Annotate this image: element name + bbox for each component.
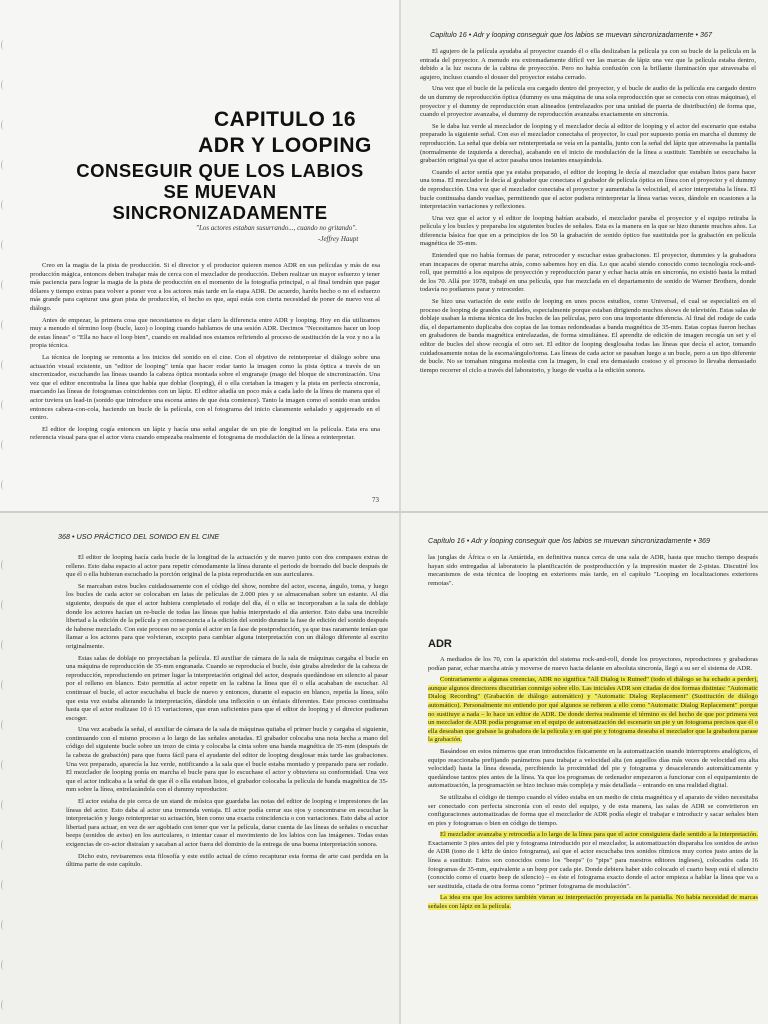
paragraph: Una vez que el bucle de la película era cargado dentro del proyector, y el bucle de audio de la película era cargado dentro de un dummy de reproducción óptica (dummy es una máquina de una sola reproducción que se conecta con otras máquinas), el proyector y el dummy de reproducción eran alineados (entrelazados por una unidad de puerta de distribución) de forma que, cuando el proyector avanzaba, el dummy de reproducción avanzaba exactamente en sincronía. [420,85,756,119]
running-header: Capítulo 16 • Adr y looping conseguir que los labios se muevan sincronizadamente • 367 [430,30,713,39]
paragraph: El actor estaba de pie cerca de un stand de música que guardaba las notas del editor de looping e impresiones de las líneas del actor. Esto daba al actor una tremenda ventaja. El actor podía cerrar sus ojos y concentrarse en escuchar la interpretación y luego reinterpretar su actuación, bien como una exacta coincidencia o con variaciones. Esto daba al actor libertad para actuar, en vez de ser agobiado con tener que ver la película, darse cuenta de las líneas de señales o escuchar beeps (sonidos de aviso) en los auriculares, o intentar casar el movimiento de los labios con las imágenes. Todas estas exigencias de co-actor distraían y sacaban al actor fuera del dominio de la entrega de una buena interpretación sonora. [66,798,388,848]
body-text [428,656,758,912]
paragraph: Antes de empezar, la primera cosa que necesitamos es dejar claro la diferencia entre ADR y looping. Hoy en día utilizamos muy a menudo el término loop (bucle, lazo) o looping cuando hablamos de una sesión ADR. Decimos "Necesitamos hacer un loop de estas líneas" o "Ella no hace el loop bien", cuando en realidad nos estamos refiriendo al proceso de sustitución de la voz y no a la propia técnica. [30,316,380,350]
intro-text [428,554,758,588]
chapter-subtitle [55,160,385,223]
highlighted-passage: La idea era que los actores también vieran su interpretación proyectada en la pantalla. No había necesidad de marcas señales con lápiz en la película. [428,894,758,911]
paragraph: Creo en la magia de la pista de producción. Si el director y el productor quieren menos ADR en sus películas y más de esa producción mágica, entonces deben trabajar más de cerca con el mezclador de producción. Deben realizar un mayor esfuerzo y tener más paciencia para lograr la magia de la pista de producción en el momento de la fotografía principal, o al final tendrán que pagar dólares y tiempo extras para volver a poner voz a los actores más tarde en la etapa ADR. De acuerdo, haréis hecho o no el esfuerzo más grande para capturar una gran pista de producción, el hecho es que, aquí estás con cierta necesidad de poner de nuevo voz al diálogo. [30,262,380,312]
running-header: 368 • USO PRÁCTICO DEL SONIDO EN EL CINE [58,532,220,541]
body-text [66,554,388,870]
paragraph: El editor de looping hacía cada bucle de la longitud de la actuación y de nuevo junto con dos compases extras de relleno. Esto daba espacio al actor para repetir cómodamente la línea durante el periodo de borrado del bucle después de que él o ella hubieran escuchado la porción original de la pista reproducida en sus auriculares. [66,554,388,579]
paragraph [428,831,758,891]
running-header: Capítulo 16 • Adr y looping conseguir que los labios se muevan sincronizadamente • 369 [428,536,711,545]
page-number: 73 [372,496,379,504]
page-bottom-left [0,512,400,1024]
section-heading-adr: ADR [428,638,452,650]
epigraph-quote: "Los actores estaban susurrando..., cuando no gritando". [196,224,357,232]
page-bottom-right [400,512,768,1024]
paragraph: El agujero de la película ayudaba al proyector cuando él o ella deslizaban la película ya con su bucle de la película en la entrada del proyector. A menudo era extremadamente difícil ver las marcas de lápiz una vez que la película estaba dentro, debido a la luz oscura de la cabina de proyección. Pero no había confusión con la brillante iluminación que atravesaba el agujero, incluso cuando el douser del proyector estaba cerrado. [420,48,756,81]
chapter-title: ADR Y LOOPING [198,134,372,157]
highlighted-passage: El mezclador avanzaba y retrocedía a lo largo de la línea para que el actor consiguiera darle sentido a la interpretación. [440,831,758,839]
paragraph: Cuando el actor sentía que ya estaba preparado, el editor de looping le decía al mezclador que estaban listos para hacer una toma. El mezclador le decía al grabador que conectara el grabador de película óptica en línea con el proyector y el dummy de reproducción. Una vez que el mezclador conectaba el proyector y aumentaba la velocidad, el actor interpretaba la línea. El bucle continuaba dando vueltas, permitiendo que el actor pudiera reinterpretar la línea varias veces, dándole en ocasiones a la interpretación variaciones y reflexiones. [420,168,756,211]
chapter-number: CAPITULO 16 [213,108,357,131]
paragraph: Una vez acabada la señal, el auxiliar de cámara de la sala de máquinas quitaba el primer bucle y cargaba el siguiente, continuando con el mismo proceso a lo largo de las señales anotadas. El grabador colocaba una nota hecha a mano del código del siguiente bucle sobre un trozo de cinta y colocaba la cinta sobre una banda magnética de 35-mm (después de la cabeza de grabación) para que fuera fácil para el ayudante del editor de looping desglosar más tarde las grabaciones. Una vez preparado, aparecía la luz verde, notificando a la sala que el bucle estaba montado y preparado para ser rodado. El mezclador de looping ponía en marcha el bucle para que lo escuchase el actor y obtuviera su conformidad. Una vez que el actor indicaba a la señal de que él o ella estaban listos, el grabador colocaba la película de banda magnética de 35-mm sobre la línea, entrelazándola con el dummy reproductor. [66,726,388,794]
body-text [420,48,756,375]
paragraph-rest: Exactamente 3 pies antes del pie y fotograma introducido por el mezclador, la automatización disparaba los sonidos de aviso de ADR (tono de 1 kHz de único fotograma), así que el actor escuchaba tres sonidos rítmicos muy cortos justo antes de la línea a sustituir. Estos son conocidos como los "beeps" (o "pips" para nuestros editores ingleses), colocados cada 16 fotogramas de 35-mm, equivalente a un beep por cada pie. Donde debiera haber sido colocado el cuarto beep está el silencio (conocido como el cuarto beep de silencio) – es éste el fotograma exacto donde el actor empieza a hablar la línea que va a ser sustituida, citada de otra forma como "primer fotograma de modulación". [428,839,758,890]
paragraph [428,676,758,745]
page-top-left [0,0,400,512]
epigraph-author: -Jeffrey Haupt [318,235,359,243]
page-top-right [400,0,768,512]
chapter-subtitle-line-2: SE MUEVAN SINCRONIZADAMENTE [112,181,328,223]
chapter-subtitle-line-1: CONSEGUIR QUE LOS LABIOS [76,160,364,181]
paragraph: Se le daba luz verde al mezclador de looping y el mezclador decía al editor de looping y el actor del escenario que estaba preparado la siguiente señal. Con eso el mezclador conectaba el proyector, lo cual por supuesto ponía en marcha el dummy de reproducción. La señal que debía ser reinterpretada se veía en la pantalla, junto con la señal del lápiz que atravesaba la pantalla (normalmente de izquierda a derecha), acabando en el inicio de modulación de la línea a sustituir. También se escuchaba la grabación original ya que el actor pasaba unos instantes ensayándola. [420,122,756,165]
paragraph: Estas salas de doblaje no proyectaban la película. El auxiliar de cámara de la sala de máquinas cargaba el bucle en una máquina de reproducción de 35-mm engranada. Cuando se reproducía el bucle, éste giraba alrededor de la cabeza de reproducción, reproduciendo en primer lugar la interpretación original del actor, después quedándose en silencio al pasar por el relleno en blanco. Esto permitía al actor repetir en la cabina la línea que él o ella acababan de escuchar. Al continuar el bucle, el actor escuchaba el bucle de nuevo y entonces, durante el espacio en blanco, repetía la línea, sólo que esta vez estaba alterando la interpretación, dándole una inflexión o un énfasis diferentes. Este proceso continuaba hasta que el actor realizase 10 ó 15 variaciones, que eran suficientes para que el editor de looping y el director pudieran escoger. [66,654,388,722]
paragraph: Dicho esto, revisaremos esta filosofía y este estilo actual de cómo recapturar esta forma de arte casi perdida en la última parte de este capítulo. [66,852,388,869]
paragraph: Se utilizaba el código de tiempo cuando el vídeo estaba en un medio de cinta magnética y el aparato de vídeo necesitaba ser conectado con perfecta sincronía con el resto del equipo, y de esta manera, las salas de ADR se convirtieron en configuraciones automatizadas de forma que el mezclador de ADR podía elegir el trabajar e introducir y sacar señales bien en pies y fotogramas o bien en código de tiempo. [428,793,758,827]
paragraph: Se marcaban estos bucles cuidadosamente con el código del show, nombre del actor, escena, ángulo, toma, y luego los bucles de cada actor se colocaban en latas de películas de 2.000 pies y se almacenaban sobre un estante. Al día siguiente, después de que el actor hubiera completado el rodaje del día, él o ella se incorporaban a la sala de doblaje donde los actores hacían un re-bucle de todas las líneas que había interpretado el día anterior. Esto daba una increíble libertad a la edición de la película y en consecuencia a la edición del sonido durante la fase de edición del sonido después de haberse mezclado. Con este proceso no se ponía el actor en la fase de postproducción, ya que tras raramente tenían que llamar a los actores para que volvieran, excepto para cambiar alguna interpretación con un diálogo diferente al escrito originalmente. [66,582,388,650]
binding-edge [0,0,8,1024]
highlighted-passage: Contrariamente a algunas creencias, ADR no significa "All Dialog is Ruined" (todo el diálogo se ha echado a perder), aunque algunos directores discutirían conmigo sobre ello. Las iniciales ADR son citadas de dos formas distintas: "Automatic Dialog Recording" (Grabación de diálogo automático) y "Automatic Dialog Replacement" (Sustitución de diálogo automático). Personalmente no entiendo por qué algunos se refieren a ello como "Automatic Dialog Replacement" porque no sustituye a nada – lo hace un editor de ADR. De donde deriva realmente el término es del hecho de que por primera vez un mezclador de ADR podía programar en el equipo de automatización del escenario un pie y un fotograma precisos que él o ella deseaban que grabase la grabadora de la película y en qué pie y fotograma deseaba el mezclador que la grabadora parase la grabación. [428,676,758,744]
paragraph: Se hizo una variación de este estilo de looping en unos pocos estudios, como Universal, el cual se especializó en el proceso de looping de grandes cantidades, especialmente porque estaban dirigiendo muchos shows de televisión. Estas salas de doblaje usaban la misma técnica de los bucles de las películas, pero con una importante diferencia. Al final del rodaje de cada día, el departamento duplicaba dos copias de las tomas redondeadas a banda magnética de 35-mm. Estas copias fueron hechas en grabadores de banda magnética entrelazadas, de forma simultánea. El aprendiz de edición de imagen recogía un set y el editor de bucles del show recogía el otro set. El editor de looping desglosaba todas las líneas que decía el actor, tomando cuidadosamente notas de la escena/ángulo/toma. Las líneas de cada actor se pasaban luego a un bucle, pero a un tipo diferente de bucle. No se tomaban ninguna molestia con la imagen, lo cual era demasiado costoso y el proceso lo llevaba demasiado tiempo recorrer el ciclo a través del laboratorio, y luego de vuelta a la edición sonora. [420,298,756,374]
paragraph: Basándose en estos números que eran introducidos físicamente en la automatización usando interruptores analógicos, el equipo reaccionaba prefijando parámetros para trabajar a velocidad alta (en aquellos días más veces de velocidad era alta velocidad) hasta la línea deseada, percibiendo la proximidad del pie y fotograma y desacelerando automáticamente y quedándose tantos pies antes de la línea. Ya que los programas de ordenador empezaron a funcionar con el equipamiento de automatización, la programación se hizo incluso más compleja y más detallada – entrando en una realidad digital. [428,747,758,790]
paragraph: La técnica de looping se remonta a los inicios del sonido en el cine. Con el objetivo de reinterpretar el diálogo sobre una actuación visual existente, un "editor de looping" tenía que hacer rodar tanto la imagen como la pista óptica a través de un sincronizador, escuchando las líneas usando la cabeza óptica montada sobre el engranaje (mago del bloque de sincronización. Una vez que el editor encontraba la línea que había que doblar (looping), él o ella cortaban la imagen y la pista en perfecta sincronía, marcando las líneas de fotogramas coincidentes con un lápiz. El editor añadía un poco más a cada lado de la línea de manera que el actor tuviera un lead-in (sonido que introduce una escena antes de que ésta comience). Tanto la imagen como el sonido eran unidos entonces cabeza-con-cola, haciendo un bucle de la película, con el fotograma del inicio claramente señalado y agujereado en el centro. [30,353,380,422]
body-text [30,262,380,443]
paragraph [428,894,758,911]
page-gutter-horizontal [0,511,768,513]
paragraph: las junglas de África o en la Antártida, en definitiva nunca cerca de una sala de ADR, hasta que mucho tiempo después hayan sido entregadas al laboratorio la planificación de postproducción y la impresión master de 2-pistas. Discutiré los mecanismos de esta técnica de looping en exteriores más tarde, en el capítulo "Looping en localizaciones exteriores remotas". [428,554,758,587]
paragraph: Una vez que el actor y el editor de looping habían acabado, el mezclador paraba el proyector y el equipo retiraba la película y los bucles y preparaba los siguientes bucles de señales. Esta es la manera en la que se hizo durante muchos años. La diferencia básica fue que en a principios de los 50 la grabación de sonido óptico fue sustituida por la grabación en película magnética de 35-mm. [420,214,756,248]
paragraph: A mediados de los 70, con la aparición del sistema rock-and-roll, donde los proyectores, reproductores y grabadoras podían parar, echar marcha atrás y moverse de nuevo hacia delante en absoluta sincronía, llegó a su ser el sistema de ADR. [428,656,758,672]
paragraph: El editor de looping cogía entonces un lápiz y hacía una señal angular de un pie de longitud en la película. Esta era una referencia visual para que el actor viera cuando empezaba realmente el fotograma de modulación de la línea a reinterpretar. [30,425,380,442]
paragraph: Entended que no había formas de parar, retroceder y escuchar estas grabaciones. El proyector, dummies y la grabadora eran incapaces de operar marcha atrás, como sabemos hoy en día. Lo que acabó siendo conocido como tecnología rock-and-roll, que permitió a los equipos de proyección y reproducción parar y echar hacia atrás en sincronía, no existió hasta la mitad de los 70. Allá por 1978, trabajé en una película, que fue mezclada en el departamento de sonido de Warner Brothers, donde todavía no podíamos parar y retroceder. [420,252,756,294]
